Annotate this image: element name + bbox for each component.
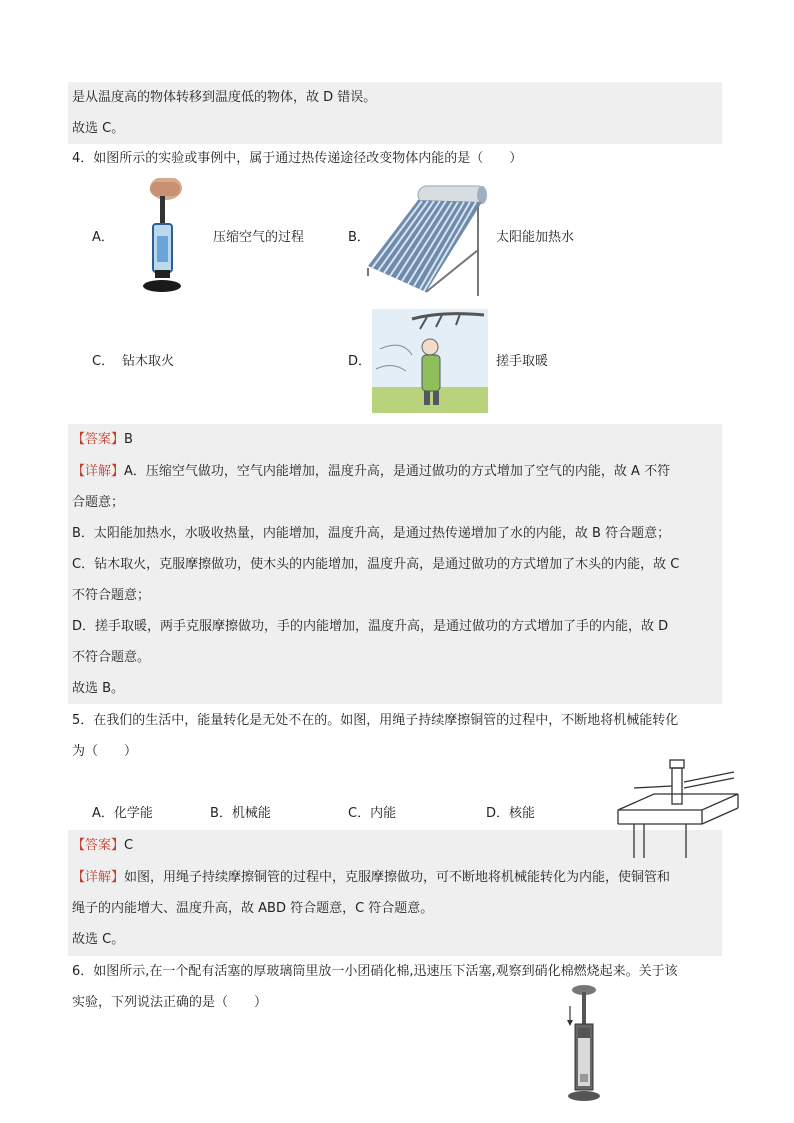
q5-detail-line-2: 绳子的内能增大、温度升高，故 ABD 符合题意，C 符合题意。 [72, 901, 434, 916]
q4-answer [72, 432, 133, 448]
q4-detail-line-6: D．搓手取暖，两手克服摩擦做功，手的内能增加，温度升高，是通过做功的方式增加了手的内能，故 D [72, 619, 669, 634]
q4-option-a-letter: A． [92, 230, 114, 245]
q5-select: 故选 C。 [72, 932, 125, 947]
q5-option-b: B．机械能 [210, 806, 271, 821]
q4-detail-line-1 [72, 464, 670, 480]
detail-tag: 【详解】 [72, 870, 125, 885]
q4-option-c-letter: C． [92, 354, 115, 369]
q4-option-d-text: 搓手取暖 [496, 354, 549, 369]
detail-text: A．压缩空气做功，空气内能增加，温度升高，是通过做功的方式增加了空气的内能，故 A 不符 [124, 464, 671, 479]
q4-option-d-letter: D． [348, 354, 372, 369]
rubbing-hands-image [372, 309, 488, 413]
copper-tube-rope-image [614, 754, 740, 862]
prev-line-1: 是从温度高的物体转移到温度低的物体，故 D 错误。 [72, 90, 377, 105]
q4-detail-line-7: 不符合题意。 [72, 650, 151, 665]
answer-tag: 【答案】 [72, 432, 125, 447]
q4-option-a-text: 压缩空气的过程 [213, 230, 305, 245]
q4-option-c-text: 钻木取火 [122, 354, 175, 369]
q5-option-d: D．核能 [486, 806, 536, 821]
q4-stem: 4．如图所示的实验或事例中，属于通过热传递途径改变物体内能的是（ ） [72, 151, 523, 166]
q4-detail-line-3: B．太阳能加热水，水吸收热量，内能增加，温度升高，是通过热传递增加了水的内能，故 B 符合题意； [72, 526, 671, 541]
q5-stem-line-2: 为（ ） [72, 744, 138, 759]
q5-option-a: A．化学能 [92, 806, 153, 821]
detail-tag: 【详解】 [72, 464, 125, 479]
q4-detail-line-4: C．钻木取火，克服摩擦做功，使木头的内能增加，温度升高，是通过做功的方式增加了木头的内能，故 C [72, 557, 680, 572]
air-pump-image [124, 178, 194, 296]
q4-option-b-text: 太阳能加热水 [496, 230, 575, 245]
q4-select: 故选 B。 [72, 681, 125, 696]
answer-tag: 【答案】 [72, 838, 125, 853]
q4-detail-line-2: 合题意； [72, 495, 125, 510]
q4-detail-line-5: 不符合题意； [72, 588, 151, 603]
q5-option-c: C．内能 [348, 806, 397, 821]
prev-select: 故选 C。 [72, 121, 125, 136]
q5-detail-line-1 [72, 870, 670, 886]
q5-answer [72, 838, 133, 854]
q4-option-b-letter: B． [348, 230, 370, 245]
answer-value: B [124, 432, 133, 447]
glass-cylinder-piston-image [560, 980, 608, 1106]
detail-text: 如图，用绳子持续摩擦铜管的过程中，克服摩擦做功，可不断地将机械能转化为内能，使铜管和 [124, 870, 671, 885]
answer-value: C [124, 838, 134, 853]
solar-heater-image [366, 180, 490, 300]
q6-stem-line-1: 6．如图所示,在一个配有活塞的厚玻璃筒里放一小团硝化棉,迅速压下活塞,观察到硝化棉燃烧起来。关于该 [72, 964, 678, 979]
q6-stem-line-2: 实验，下列说法正确的是（ ） [72, 995, 268, 1010]
q5-stem-line-1: 5．在我们的生活中，能量转化是无处不在的。如图，用绳子持续摩擦铜管的过程中，不断地将机械能转化 [72, 713, 679, 728]
